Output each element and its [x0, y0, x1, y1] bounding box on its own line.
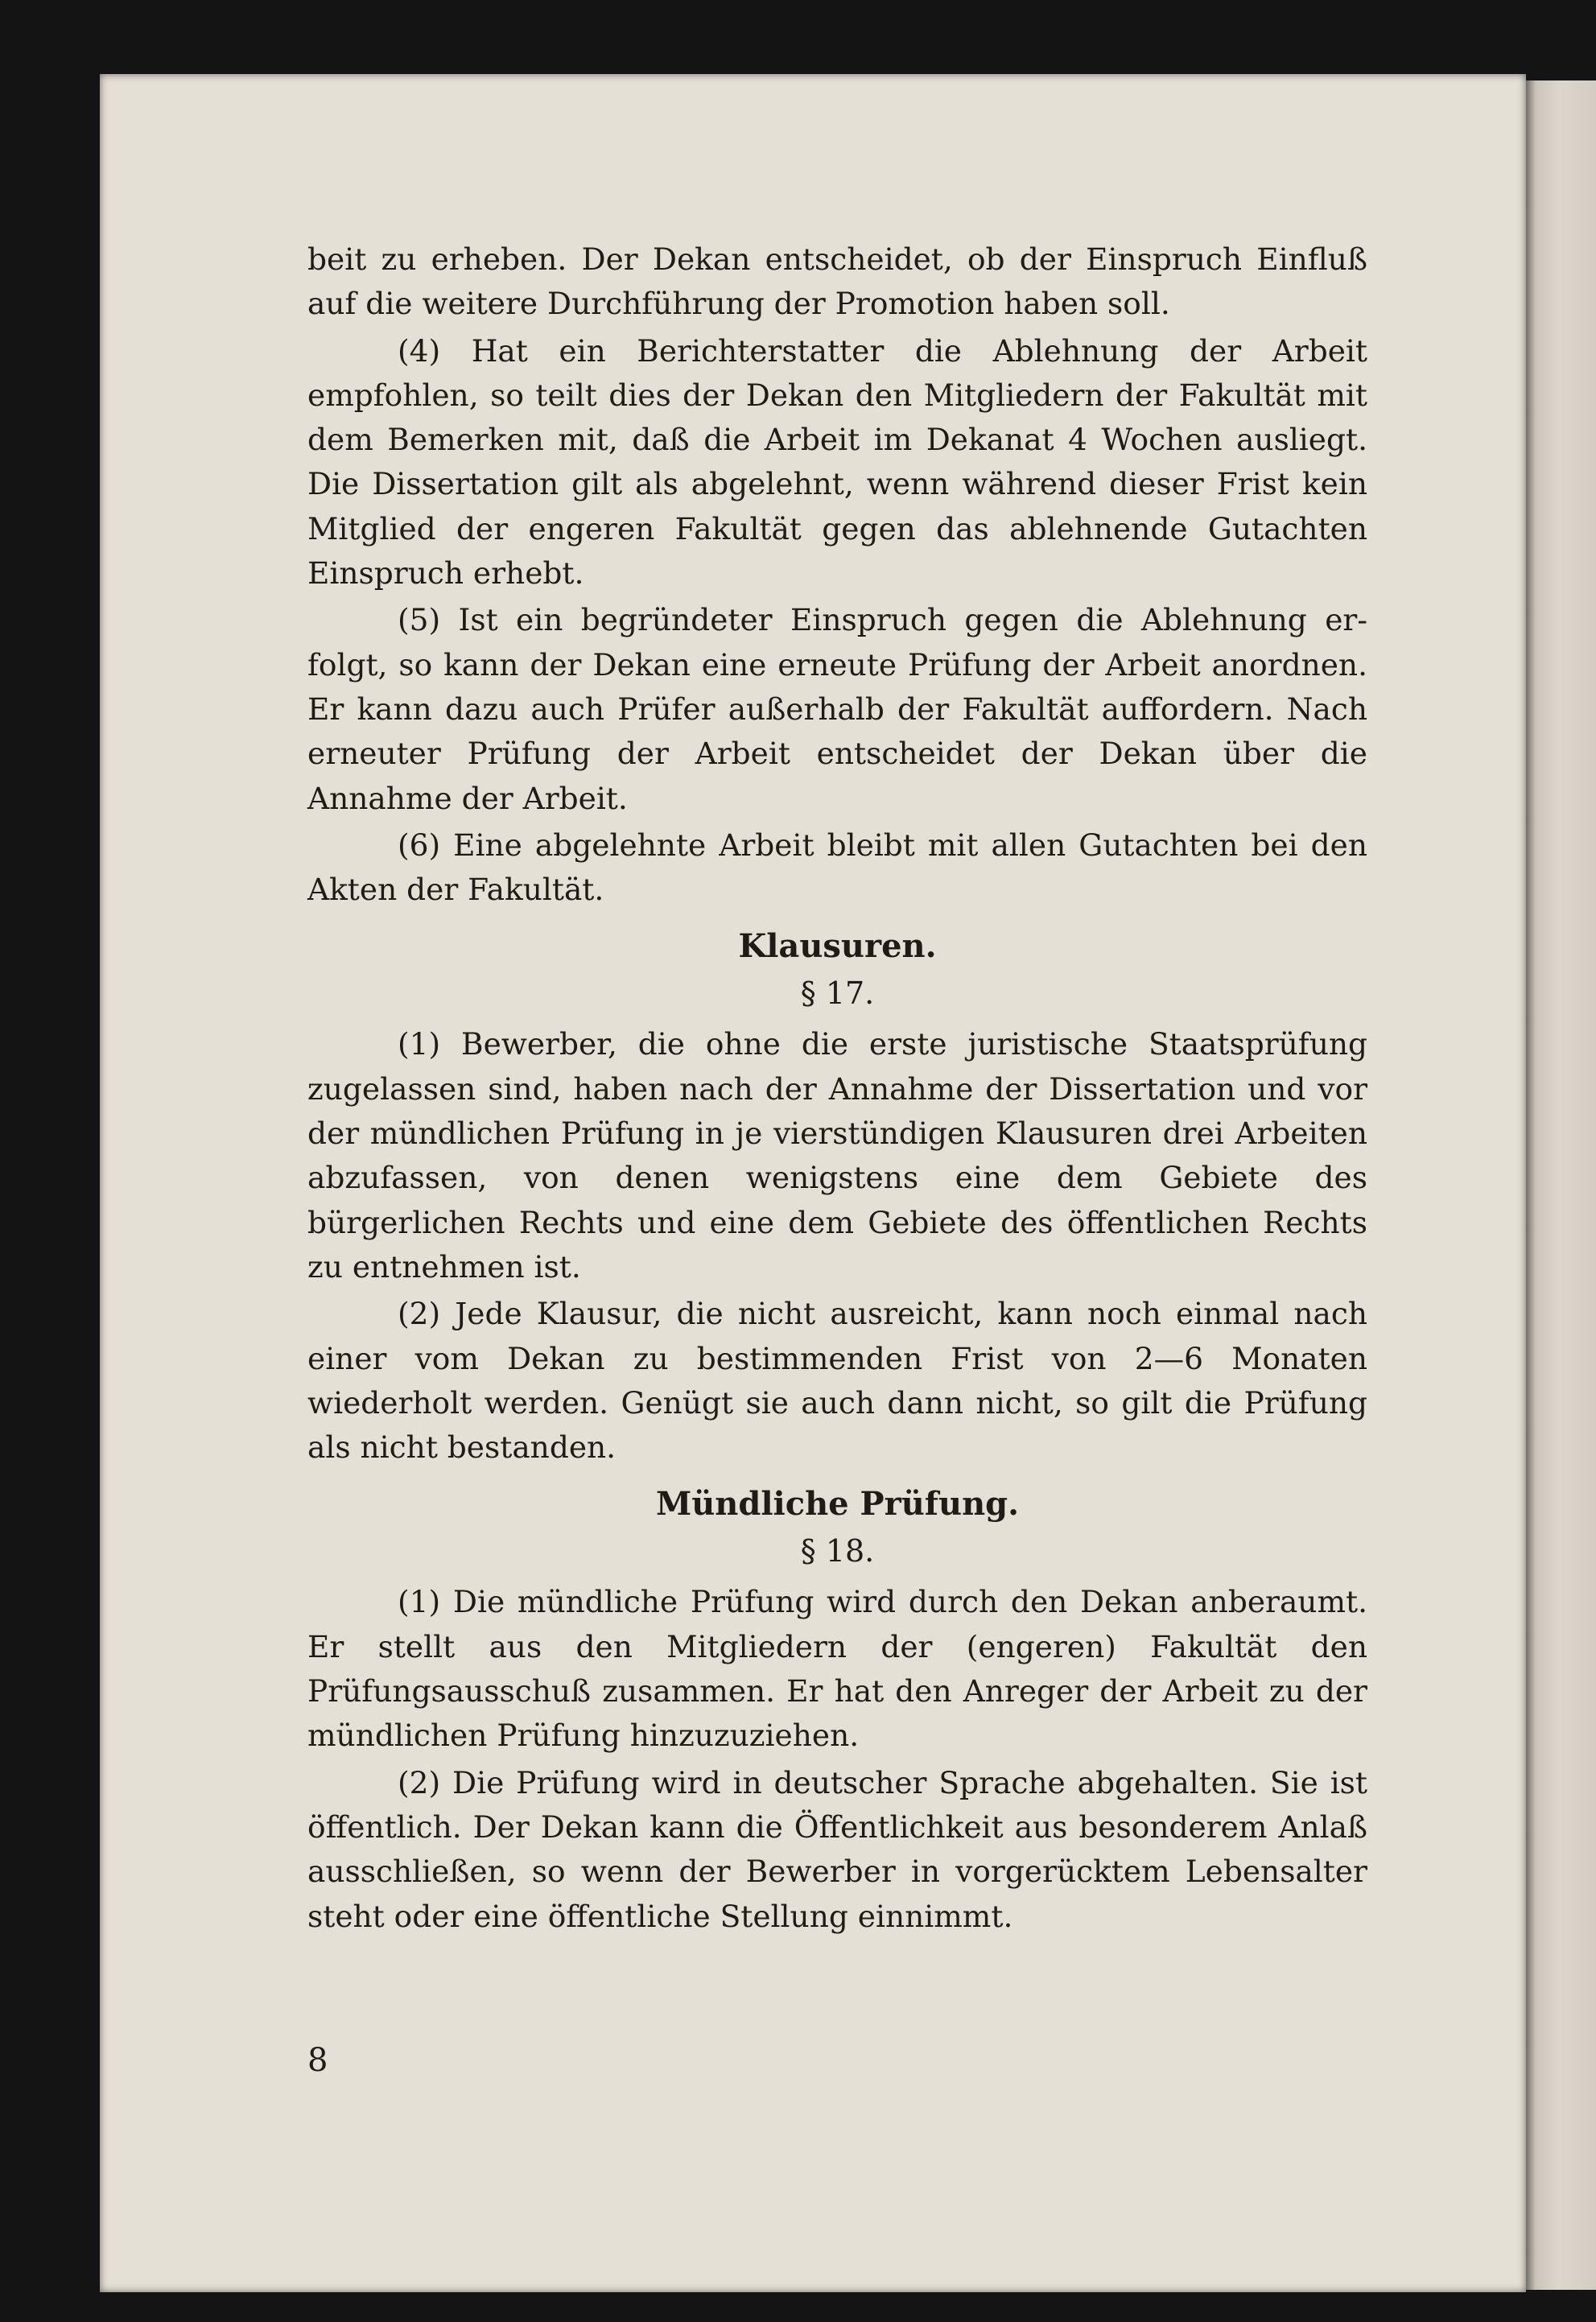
section-heading-klausuren: Klausuren.	[738, 927, 937, 966]
paragraph: (2) Die Prüfung wird in deutscher Sprache abgehalten. Sie ist öffentlich. Der Dekan kann die Öffentlichkeit aus besonderem Anlaß ausschließen, so wenn der Bewerber in vorgerücktem Lebensalter steht oder eine öffentliche Stellung einnimmt.	[307, 1764, 1367, 1934]
paragraph: (4) Hat ein Berichterstatter die Ablehnung der Arbeit empfohlen, so teilt dies der Dekan den Mitgliedern der Fakultät mit dem Bemerken mit, daß die Arbeit im Dekanat 4 Wochen ausliegt. Die Dissertation gilt als abgelehnt, wenn während dieser Frist kein Mitglied der engeren Fakultät gegen das ablehnende Gutachten Einspruch erhebt.	[307, 332, 1367, 592]
paragraph: (1) Bewerber, die ohne die erste juristische Staatsprüfung zugelassen sind, haben nach der Annahme der Dissertation und vor der mündlichen Prüfung in je vierstündigen Klausuren drei Arbeiten abzufassen, von denen wenigstens eine dem Gebiete des bürgerlichen Rechts und eine dem Gebiete des öffentlichen Rechts zu entnehmen ist.	[307, 1026, 1367, 1285]
page-text-block	[307, 237, 1367, 1939]
section-heading-muendliche-pruefung: Mündliche Prüfung.	[655, 1485, 1020, 1524]
paragraph: (1) Die mündliche Prüfung wird durch den Dekan anberaumt. Er stellt aus den Mitgliedern der (engeren) Fakultät den Prüfungsausschuß zusammen. Er hat den Anreger der Arbeit zu der mündlichen Prüfung hinzuzuziehen.	[307, 1584, 1367, 1754]
adjacent-page-edge	[1526, 80, 1596, 2290]
paragraph: (2) Jede Klausur, die nicht ausreicht, kann noch einmal nach einer vom Dekan zu bestimmenden Frist von 2—6 Monaten wiederholt werden. Genügt sie auch dann nicht, so gilt die Prüfung als nicht bestanden.	[307, 1296, 1367, 1466]
section-number-18: § 18.	[800, 1533, 875, 1569]
paragraph: (6) Eine abgelehnte Arbeit bleibt mit allen Gutachten bei den Akten der Fakultät.	[307, 827, 1367, 908]
page-number: 8	[307, 2042, 328, 2079]
paragraph: beit zu erheben. Der Dekan entscheidet, ob der Einspruch Einfluß auf die weitere Durchführung der Promotion haben soll.	[307, 241, 1367, 322]
section-number-17: § 17.	[800, 975, 875, 1012]
paragraph: (5) Ist ein begründeter Einspruch gegen die Ablehnung erfolgt, so kann der Dekan eine erneute Prüfung der Arbeit anordnen. Er kann dazu auch Prüfer außerhalb der Fakultät auffordern. Nach erneuter Prüfung der Arbeit entscheidet der Dekan über die Annahme der Arbeit.	[307, 602, 1367, 816]
